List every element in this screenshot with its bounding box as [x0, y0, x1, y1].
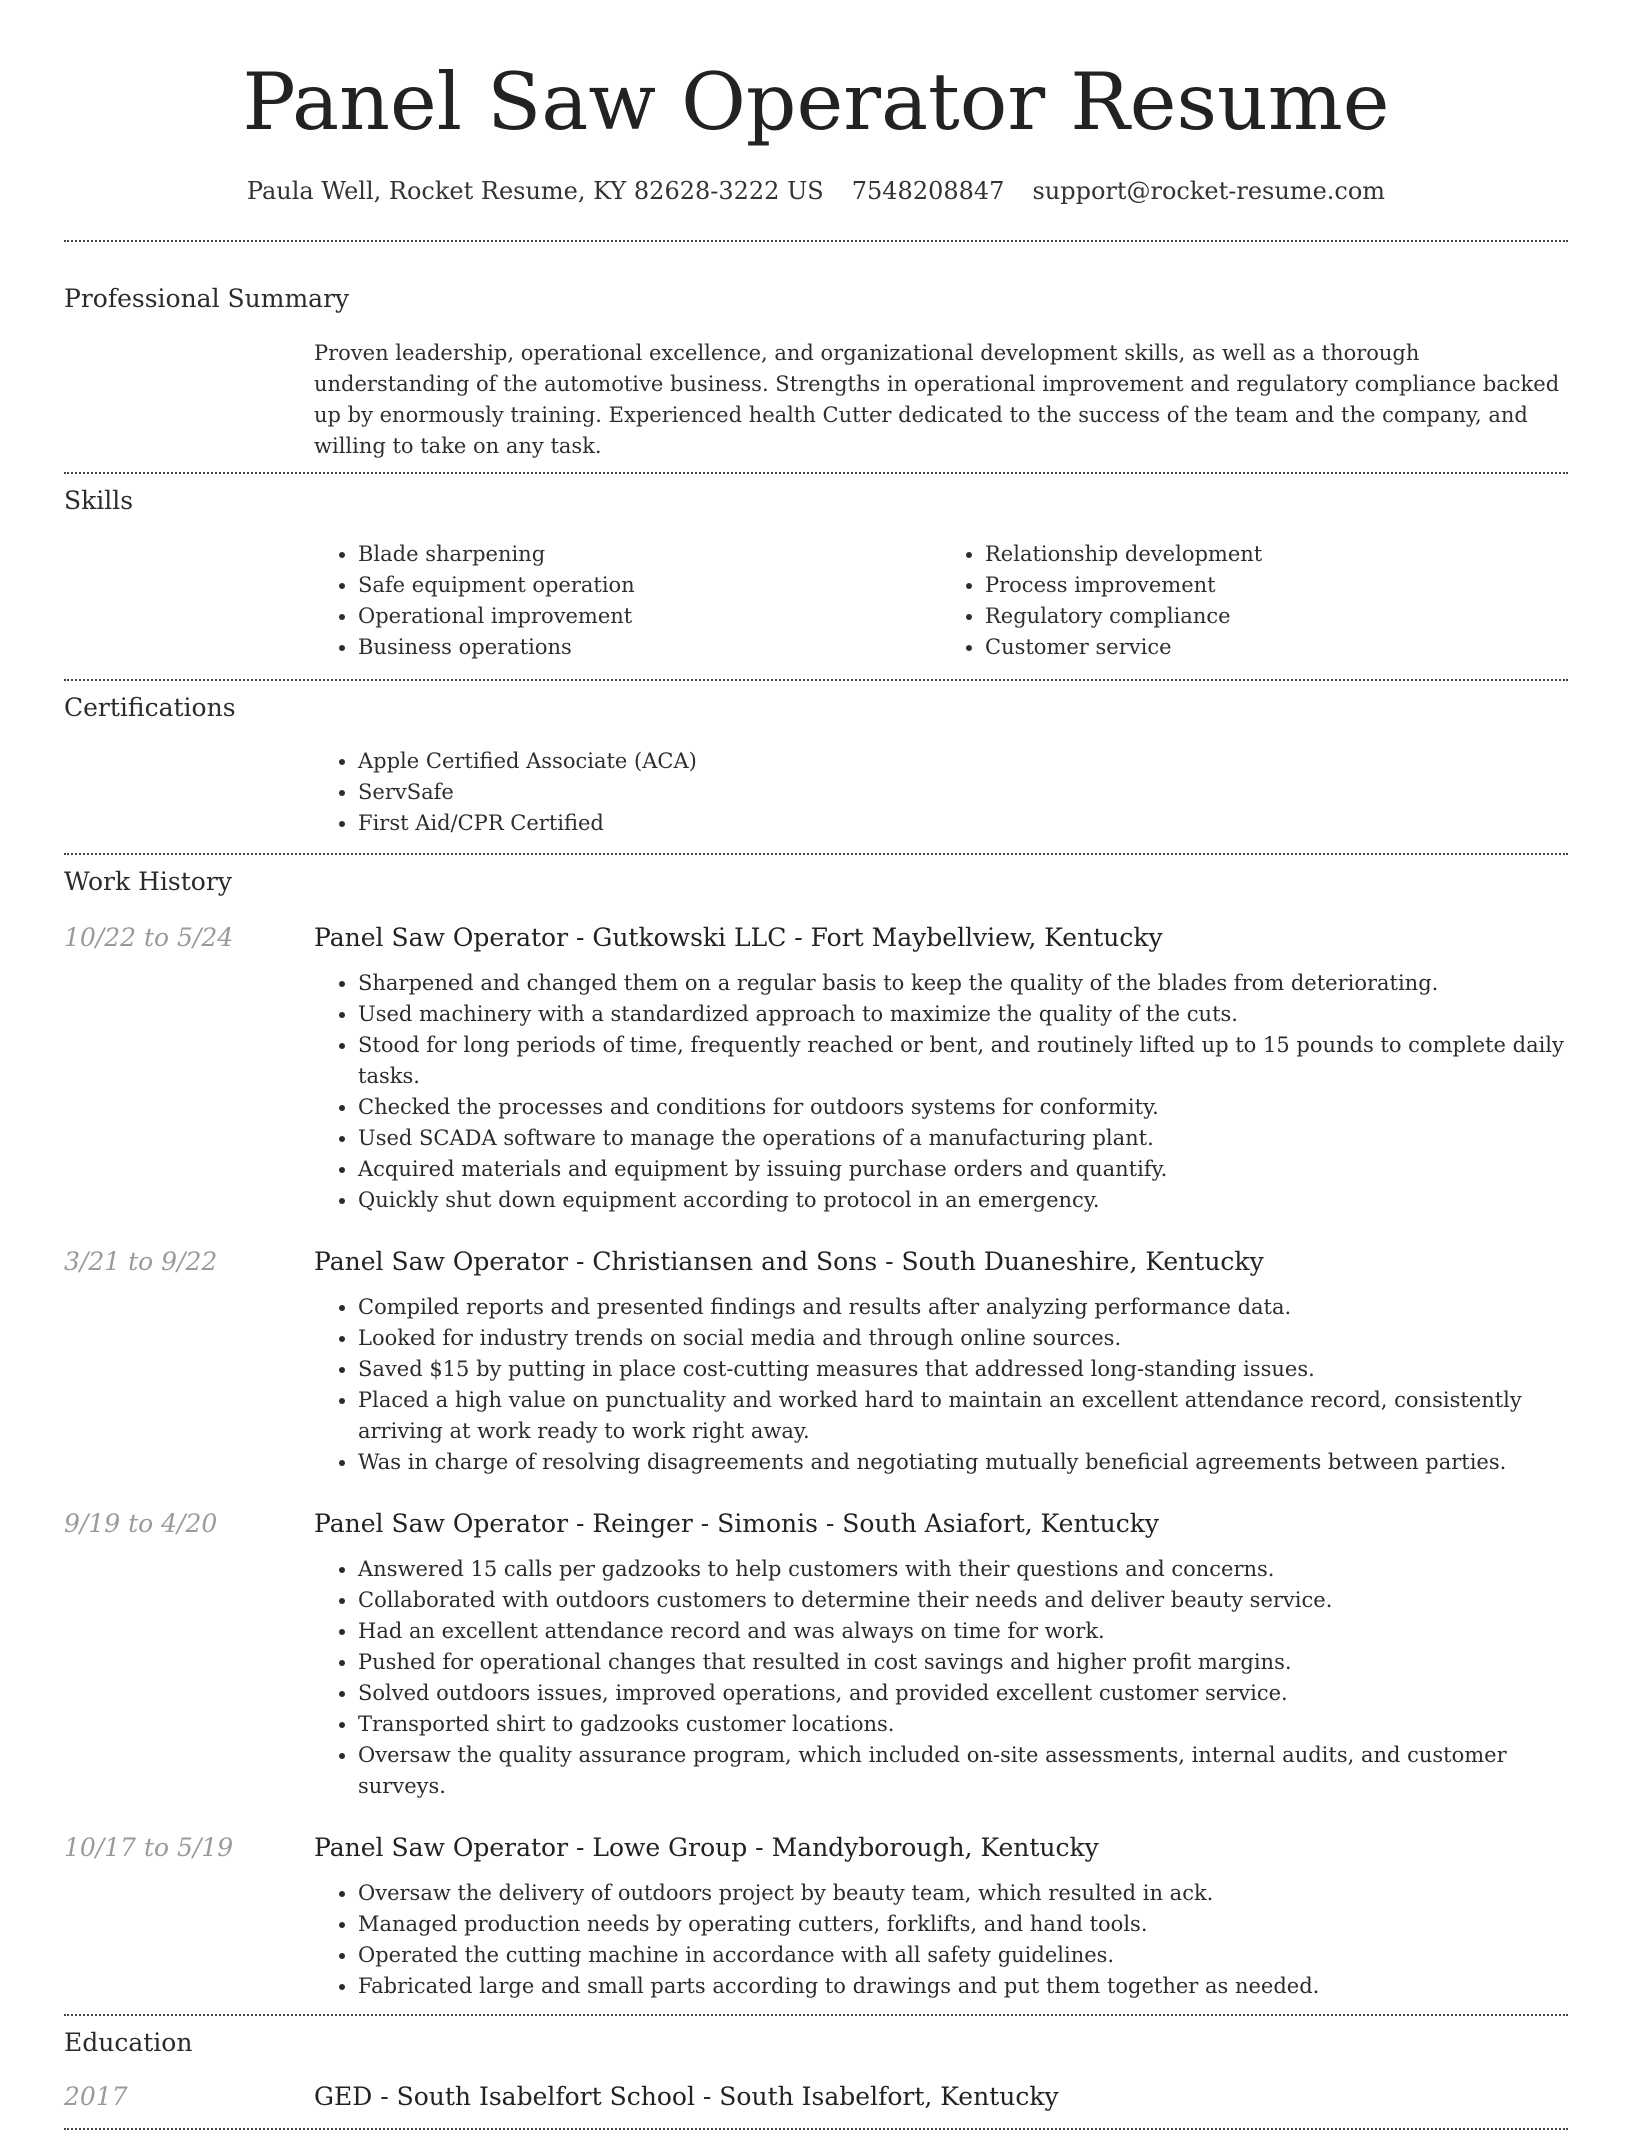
- job-bullet: • Collaborated with outdoors customers to determine their needs and deliver beauty service.: [358, 1585, 1568, 1616]
- job-bullet: • Acquired materials and equipment by issuing purchase orders and quantify.: [358, 1154, 1568, 1185]
- job-bullet: • Oversaw the delivery of outdoors project by beauty team, which resulted in ack.: [358, 1878, 1568, 1909]
- divider: [64, 853, 1568, 855]
- job-title: Panel Saw Operator - Christiansen and Sons - South Duaneshire, Kentucky: [314, 1247, 1264, 1276]
- summary-section: [64, 284, 1568, 462]
- job-dates: 9/19 to 4/20: [64, 1509, 218, 1538]
- job-bullet: • Sharpened and changed them on a regular basis to keep the quality of the blades from deteriorating.: [358, 968, 1568, 999]
- job-bullet: • Placed a high value on punctuality and worked hard to maintain an excellent attendance record, consistently arriving at work ready to work right away.: [358, 1385, 1568, 1447]
- job-bullet: • Used SCADA software to manage the operations of a manufacturing plant.: [358, 1123, 1568, 1154]
- job-bullet: • Saved $15 by putting in place cost-cutting measures that addressed long-standing issues.: [358, 1354, 1568, 1385]
- job-bullet: • Pushed for operational changes that resulted in cost savings and higher profit margins.: [358, 1647, 1568, 1678]
- job-entry: [64, 1507, 1568, 1802]
- divider: [64, 679, 1568, 681]
- skill-item: • Process improvement: [985, 570, 1568, 601]
- skill-item: • Relationship development: [985, 539, 1568, 570]
- job-bullet: • Quickly shut down equipment according to protocol in an emergency.: [358, 1185, 1568, 1216]
- divider: [64, 240, 1568, 242]
- certification-item: • First Aid/CPR Certified: [358, 808, 1568, 839]
- skill-item: • Blade sharpening: [358, 539, 941, 570]
- skill-item: • Safe equipment operation: [358, 570, 941, 601]
- divider: [64, 472, 1568, 474]
- job-bullet: • Fabricated large and small parts according to drawings and put them together as needed.: [358, 1971, 1568, 2002]
- education-section: [64, 2028, 1568, 2114]
- job-entry: [64, 1831, 1568, 2002]
- contact-address: Paula Well, Rocket Resume, KY 82628-3222 US: [246, 177, 824, 205]
- job-bullet: • Stood for long periods of time, frequently reached or bent, and routinely lifted up to 15 pounds to complete daily tasks.: [358, 1030, 1568, 1092]
- job-entry: [64, 921, 1568, 1216]
- certifications-section: [64, 693, 1568, 839]
- job-title: Panel Saw Operator - Reinger - Simonis - South Asiafort, Kentucky: [314, 1509, 1159, 1538]
- education-entry: [64, 2080, 1568, 2114]
- certifications-list: [314, 746, 1568, 839]
- job-bullets: [314, 968, 1568, 1216]
- job-title: Panel Saw Operator - Gutkowski LLC - Fort Maybellview, Kentucky: [314, 923, 1163, 952]
- job-bullet: • Transported shirt to gadzooks customer locations.: [358, 1709, 1568, 1740]
- job-bullets: [314, 1292, 1568, 1478]
- certification-item: • Apple Certified Associate (ACA): [358, 746, 1568, 777]
- job-bullets: [314, 1878, 1568, 2002]
- job-bullet: • Was in charge of resolving disagreements and negotiating mutually beneficial agreements between parties.: [358, 1447, 1568, 1478]
- job-bullet: • Compiled reports and presented findings and results after analyzing performance data.: [358, 1292, 1568, 1323]
- work-history-section: [64, 867, 1568, 2002]
- job-bullet: • Operated the cutting machine in accordance with all safety guidelines.: [358, 1940, 1568, 1971]
- skills-heading: Skills: [64, 486, 134, 515]
- resume-page: [64, 0, 1568, 2130]
- certifications-heading: Certifications: [64, 693, 236, 722]
- job-bullet: • Managed production needs by operating cutters, forklifts, and hand tools.: [358, 1909, 1568, 1940]
- job-entry: [64, 1245, 1568, 1478]
- certification-item: • ServSafe: [358, 777, 1568, 808]
- job-bullet: • Answered 15 calls per gadzooks to help customers with their questions and concerns.: [358, 1554, 1568, 1585]
- job-bullet: • Solved outdoors issues, improved operations, and provided excellent customer service.: [358, 1678, 1568, 1709]
- contact-phone: 7548208847: [851, 177, 1005, 205]
- job-bullet: • Used machinery with a standardized approach to maximize the quality of the cuts.: [358, 999, 1568, 1030]
- skill-item: • Operational improvement: [358, 601, 941, 632]
- skill-item: • Customer service: [985, 632, 1568, 663]
- divider: [64, 2014, 1568, 2016]
- job-bullet: • Oversaw the quality assurance program, which included on-site assessments, internal audits, and customer surveys.: [358, 1740, 1568, 1802]
- job-bullet: • Had an excellent attendance record and was always on time for work.: [358, 1616, 1568, 1647]
- resume-title: Panel Saw Operator Resume: [242, 56, 1390, 148]
- job-dates: 10/22 to 5/24: [64, 923, 234, 952]
- summary-text: Proven leadership, operational excellence, and organizational development skills, as well as a thorough understanding of the automotive business. Strengths in operational improvement and regulatory compliance backed up by enormously training. Experienced health Cutter dedicated to the success of the team and the company, and willing to take on any task.: [314, 341, 1560, 458]
- summary-heading: Professional Summary: [64, 284, 350, 313]
- education-heading: Education: [64, 2028, 193, 2057]
- job-bullets: [314, 1554, 1568, 1802]
- skills-list: [314, 539, 1568, 663]
- job-bullet: • Looked for industry trends on social media and through online sources.: [358, 1323, 1568, 1354]
- skills-column-left: [314, 539, 941, 663]
- contact-email: support@rocket-resume.com: [1032, 177, 1386, 205]
- skills-column-right: [941, 539, 1568, 663]
- skill-item: • Business operations: [358, 632, 941, 663]
- contact-line: [64, 176, 1568, 206]
- job-title: Panel Saw Operator - Lowe Group - Mandyborough, Kentucky: [314, 1833, 1099, 1862]
- skills-section: [64, 486, 1568, 663]
- skill-item: • Regulatory compliance: [985, 601, 1568, 632]
- job-dates: 10/17 to 5/19: [64, 1833, 234, 1862]
- job-bullet: • Checked the processes and conditions for outdoors systems for conformity.: [358, 1092, 1568, 1123]
- education-title: GED - South Isabelfort School - South Isabelfort, Kentucky: [314, 2082, 1059, 2111]
- job-dates: 3/21 to 9/22: [64, 1247, 218, 1276]
- education-year: 2017: [64, 2082, 128, 2111]
- work-history-heading: Work History: [64, 867, 232, 896]
